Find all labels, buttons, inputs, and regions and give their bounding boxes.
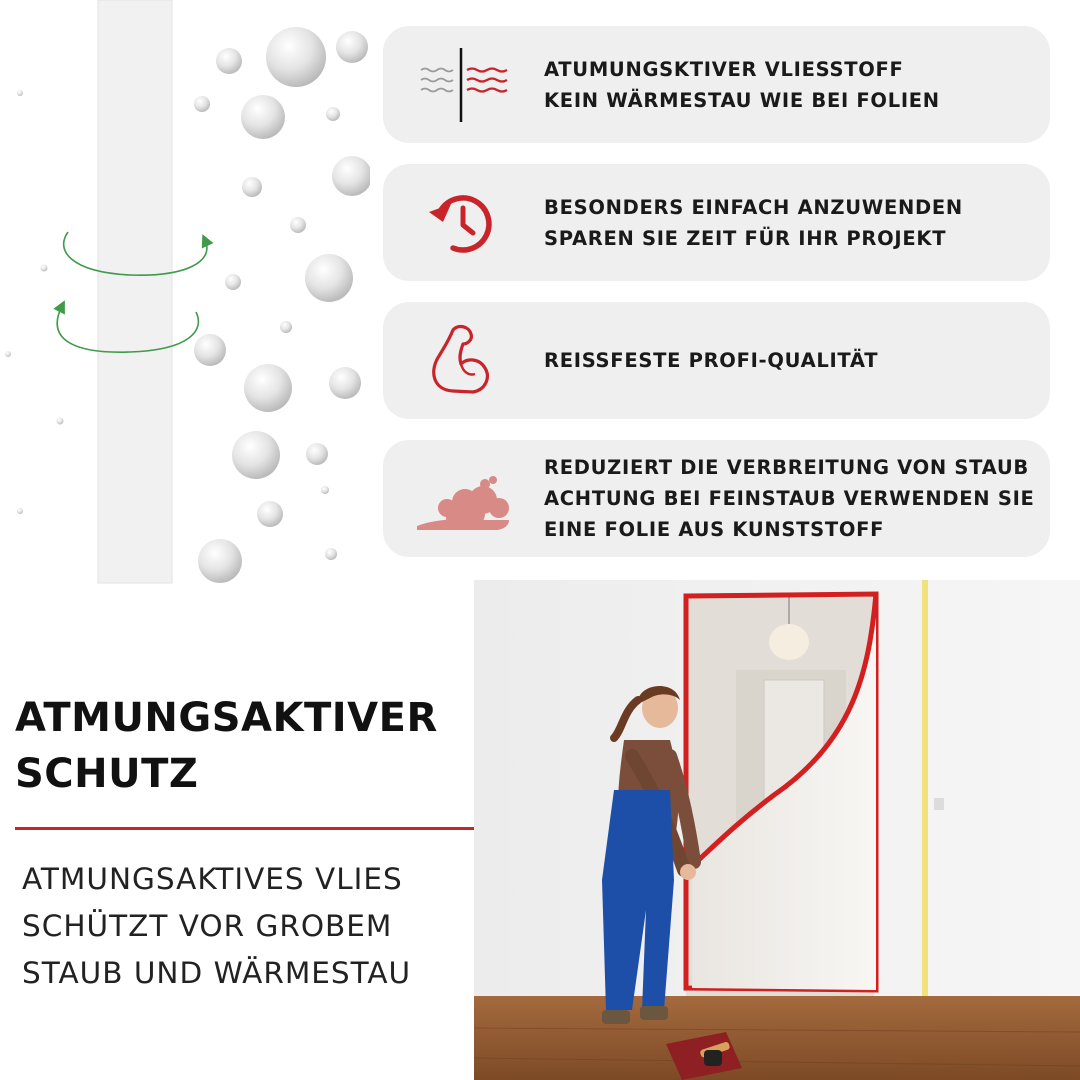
feature-line: REDUZIERT DIE VERBREITUNG VON STAUB bbox=[544, 456, 1029, 479]
feature-line: SPAREN SIE ZEIT FÜR IHR PROJEKT bbox=[544, 226, 947, 250]
feature-card-tear-resistant bbox=[383, 302, 1050, 419]
fabric-strip bbox=[98, 0, 172, 583]
feature-line: ATUMUNGSKTIVER VLIESSTOFF bbox=[544, 57, 904, 81]
feature-text bbox=[544, 452, 1036, 545]
headline bbox=[15, 690, 455, 802]
feature-card-dust bbox=[383, 440, 1050, 557]
feature-text bbox=[544, 345, 1036, 376]
feature-line: REISSFESTE PROFI-QUALITÄT bbox=[544, 349, 879, 372]
description bbox=[22, 856, 462, 997]
feature-text bbox=[544, 192, 1036, 254]
dust-cloud-icon bbox=[413, 454, 513, 544]
dust-particles bbox=[5, 27, 370, 583]
feature-line: EINE FOLIE AUS KUNSTSTOFF bbox=[544, 518, 885, 541]
feature-text bbox=[544, 54, 1036, 116]
product-photo bbox=[474, 580, 1080, 1080]
feature-card-breathable bbox=[383, 26, 1050, 143]
description-line: ATMUNGSAKTIVES VLIES bbox=[22, 862, 403, 896]
feature-line: ACHTUNG BEI FEINSTAUB VERWENDEN SIE bbox=[544, 487, 1035, 510]
headline-line: SCHUTZ bbox=[15, 751, 199, 797]
feature-line: KEIN WÄRMESTAU WIE BEI FOLIEN bbox=[544, 88, 940, 112]
breathability-illustration bbox=[0, 0, 370, 585]
headline-line: ATMUNGSAKTIVER bbox=[15, 695, 438, 741]
flexed-arm-icon bbox=[413, 316, 513, 406]
breathable-fabric-icon bbox=[413, 40, 513, 130]
feature-line: BESONDERS EINFACH ANZUWENDEN bbox=[544, 195, 963, 219]
clock-arrow-icon bbox=[413, 178, 513, 268]
description-line: SCHÜTZT VOR GROBEM bbox=[22, 909, 393, 943]
description-line: STAUB UND WÄRMESTAU bbox=[22, 956, 412, 990]
feature-card-easy-use bbox=[383, 164, 1050, 281]
accent-divider bbox=[15, 827, 543, 830]
